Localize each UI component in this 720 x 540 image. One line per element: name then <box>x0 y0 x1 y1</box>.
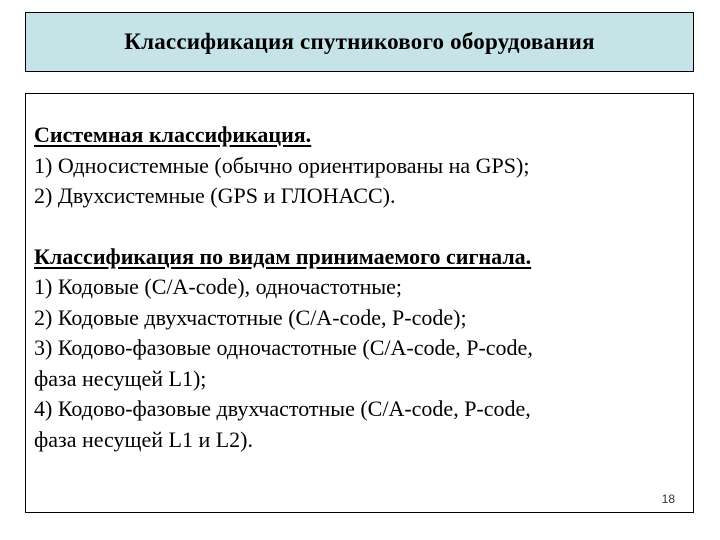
content-box <box>25 93 694 513</box>
page-number: 18 <box>661 492 675 506</box>
slide-title: Классификация спутникового оборудования <box>124 29 595 54</box>
title-box <box>25 12 694 72</box>
list-item: 2) Двухсистемные (GPS и ГЛОНАСС). <box>34 183 396 208</box>
list-item: 1) Односистемные (обычно ориентированы на GPS); <box>34 152 530 178</box>
list-item: 4) Кодово-фазовые двухчастотные (C/A-code, P-code, <box>34 396 531 421</box>
section-heading: Системная классификация. <box>34 122 312 147</box>
section-system-classification <box>34 120 685 212</box>
section-spacer <box>34 212 685 242</box>
list-item: 2) Кодовые двухчастотные (C/A-code, P-code); <box>34 304 467 330</box>
list-item: фаза несущей L1); <box>34 365 207 391</box>
section-heading: Классификация по видам принимаемого сигнала. <box>34 243 532 269</box>
list-item: 3) Кодово-фазовые одночастотные (C/A-code, P-code, <box>34 335 533 360</box>
list-item: 1) Кодовые (C/A-code), одночастотные; <box>34 274 403 299</box>
list-item: фаза несущей L1 и L2). <box>34 426 253 452</box>
section-signal-classification <box>34 242 685 456</box>
